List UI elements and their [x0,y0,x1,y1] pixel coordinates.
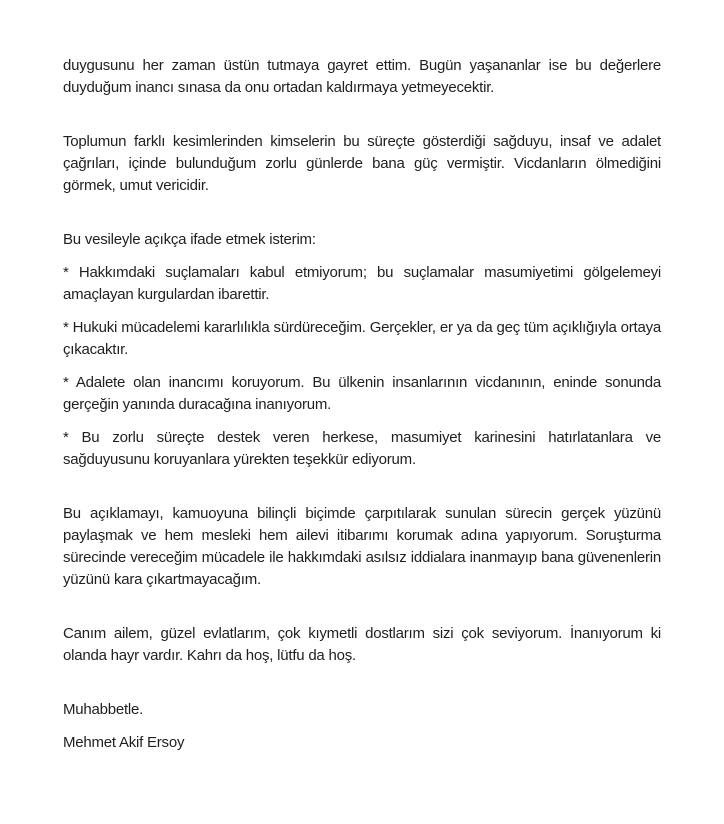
closing-salutation: Muhabbetle. [63,701,144,718]
paragraph-body: Toplumun farklı kesimlerinden kimselerin bu süreçte gösterdiği sağduyu, insaf ve adalet çağrıları, içinde bulunduğum zorlu günlerde bana güç vermiştir. Vicdanların ölmediğini görmek, umut vericidir. [63,133,661,194]
signature-name: Mehmet Akif Ersoy [63,734,185,751]
paragraph-body: duygusunu her zaman üstün tutmaya gayret ettim. Bugün yaşananlar ise bu değerlere duyduğum inancı sınasa da onu ortadan kaldırmaya yetmeyecektir. [63,57,661,96]
paragraph-lead-in: Bu vesileyle açıkça ifade etmek isterim: [63,231,316,248]
bullet-item: * Hukuki mücadelemi kararlılıkla sürdüreceğim. Gerçekler, er ya da geç tüm açıklığıyla ortaya çıkacaktır. [63,319,661,358]
bullet-item: * Hakkımdaki suçlamaları kabul etmiyorum; bu suçlamalar masumiyetimi gölgelemeyi amaçlayan kurgulardan ibarettir. [63,264,661,303]
bullet-item: * Adalete olan inancımı koruyorum. Bu ülkenin insanlarının vicdanının, eninde sonunda gerçeğin yanında duracağına inanıyorum. [63,374,661,413]
paragraph-body: Canım ailem, güzel evlatlarım, çok kıymetli dostlarım sizi çok seviyorum. İnanıyorum ki olanda hayr vardır. Kahrı da hoş, lütfu da hoş. [63,625,661,664]
paragraph-body: Bu açıklamayı, kamuoyuna bilinçli biçimde çarpıtılarak sunulan sürecin gerçek yüzünü paylaşmak ve hem mesleki hem ailevi itibarımı korumak adına yapıyorum. Soruşturma sürecinde vereceğim mücadele ile hakkımdaki asılsız iddialara inanmayıp bana güvenenlerin yüzünü kara çıkartmayacağım. [63,505,661,588]
bullet-item: * Bu zorlu süreçte destek veren herkese, masumiyet karinesini hatırlatanlara ve sağduyusunu koruyanlara yürekten teşekkür ediyorum. [63,429,661,468]
